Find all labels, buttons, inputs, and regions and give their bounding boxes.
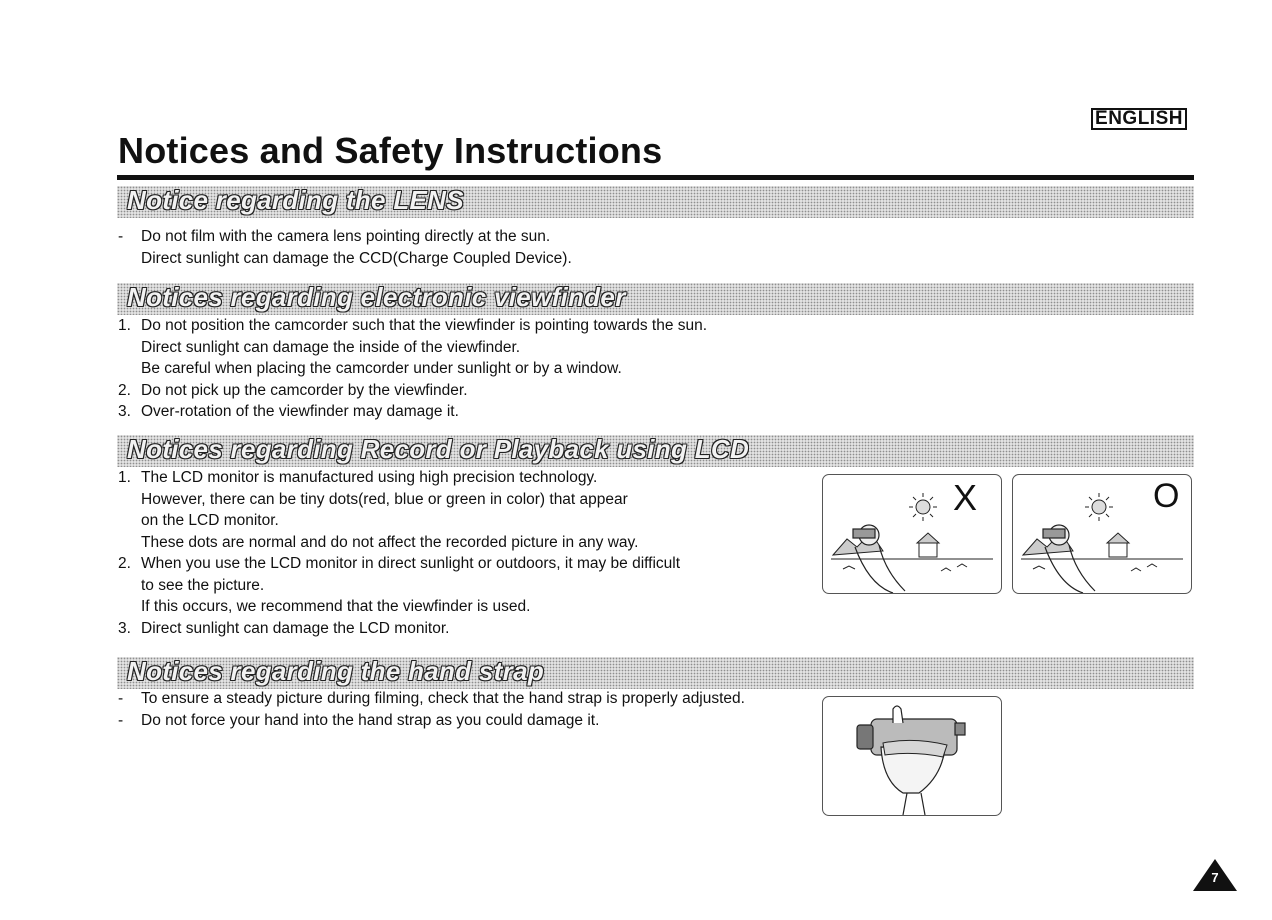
- list-item: [118, 553, 680, 618]
- section-heading-lens-text: Notice regarding the LENS: [127, 185, 464, 215]
- list-line: Direct sunlight can damage the inside of the viewfinder.: [141, 338, 521, 356]
- language-badge: ENGLISH: [1091, 108, 1187, 130]
- section-heading-lens: [117, 186, 1194, 218]
- lens-notice-list: [118, 226, 572, 269]
- hand-strap-illustration: [822, 696, 1002, 816]
- list-line: Be careful when placing the camcorder under sunlight or by a window.: [141, 360, 622, 377]
- list-item: [118, 380, 707, 402]
- list-line: Direct sunlight can damage the CCD(Charge Coupled Device).: [141, 249, 572, 267]
- section-heading-viewfinder-text: Notices regarding electronic viewfinder: [127, 282, 626, 312]
- list-marker: 2.: [118, 381, 131, 399]
- list-marker: -: [118, 711, 124, 729]
- list-marker: 3.: [118, 619, 131, 637]
- list-line: Direct sunlight can damage the LCD monitor.: [141, 619, 450, 637]
- list-line: Do not pick up the camcorder by the viewfinder.: [141, 381, 468, 399]
- list-line: Do not film with the camera lens pointing directly at the sun.: [141, 228, 551, 245]
- list-line: to see the picture.: [141, 576, 265, 594]
- page-title: Notices and Safety Instructions: [118, 130, 663, 171]
- lcd-incorrect-illustration: [822, 474, 1002, 594]
- correct-mark-icon: O: [1153, 477, 1180, 515]
- list-marker: 1.: [118, 469, 131, 486]
- list-line: Do not force your hand into the hand strap as you could damage it.: [141, 711, 600, 729]
- section-heading-lcd: [117, 435, 1194, 467]
- birds-icon: [1033, 564, 1157, 571]
- section-heading-strap: [117, 657, 1194, 689]
- hand-strap-drawing: [823, 697, 1002, 816]
- list-marker: -: [118, 690, 124, 707]
- sun-icon: [909, 493, 937, 521]
- list-line: However, there can be tiny dots(red, blue or green in color) that appear: [141, 490, 628, 508]
- list-marker: 1.: [118, 317, 131, 334]
- viewfinder-notice-list: [118, 315, 707, 423]
- list-marker: 2.: [118, 555, 131, 572]
- list-item: [118, 710, 745, 732]
- incorrect-mark-icon: X: [953, 477, 978, 518]
- list-line: on the LCD monitor.: [141, 512, 279, 529]
- list-line: Over-rotation of the viewfinder may damage it.: [141, 403, 459, 420]
- list-item: [118, 401, 707, 423]
- lcd-correct-illustration: [1012, 474, 1192, 594]
- list-line: These dots are normal and do not affect the recorded picture in any way.: [141, 533, 639, 551]
- list-line: The LCD monitor is manufactured using high precision technology.: [141, 469, 598, 486]
- list-item: [118, 467, 680, 553]
- list-item: [118, 315, 707, 380]
- list-line: If this occurs, we recommend that the viewfinder is used.: [141, 598, 531, 615]
- list-line: When you use the LCD monitor in direct sunlight or outdoors, it may be difficult: [141, 555, 681, 572]
- section-heading-viewfinder: [117, 283, 1194, 315]
- strap-notice-list: [118, 688, 745, 731]
- title-rule: [117, 175, 1194, 180]
- birds-icon: [843, 564, 967, 571]
- list-item: [118, 226, 572, 269]
- lcd-notice-list: [118, 467, 680, 639]
- list-marker: 3.: [118, 403, 131, 420]
- list-line: Do not position the camcorder such that the viewfinder is pointing towards the sun.: [141, 317, 708, 334]
- list-item: [118, 688, 745, 710]
- section-heading-lcd-text: Notices regarding Record or Playback using LCD: [127, 434, 750, 464]
- list-marker: -: [118, 228, 124, 245]
- list-line: To ensure a steady picture during filming, check that the hand strap is properly adjusted.: [141, 690, 745, 707]
- section-heading-strap-text: Notices regarding the hand strap: [127, 656, 545, 686]
- page-number: 7: [1211, 870, 1219, 885]
- list-item: [118, 618, 680, 640]
- sun-icon: [1085, 493, 1113, 521]
